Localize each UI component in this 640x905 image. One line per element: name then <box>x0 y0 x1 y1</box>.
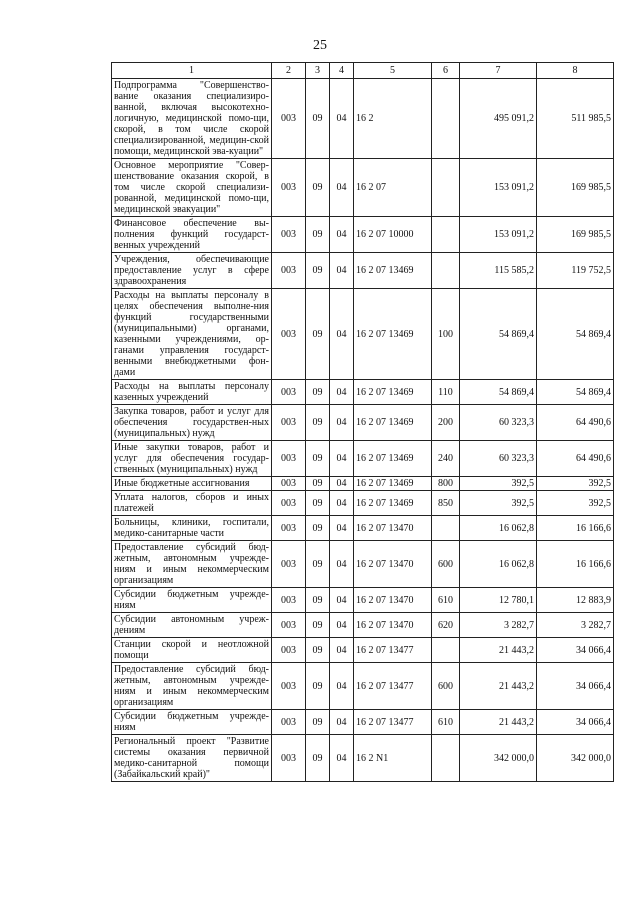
section-code-cell: 09 <box>306 491 330 516</box>
target-article-cell: 16 2 07 13470 <box>354 516 432 541</box>
item-name-cell: Расходы на выплаты персоналу казенных учреждений <box>112 380 272 405</box>
ministry-code-cell: 003 <box>272 289 306 380</box>
target-article-cell: 16 2 07 13477 <box>354 710 432 735</box>
subsection-code-cell: 04 <box>330 380 354 405</box>
amount-year1-cell: 392,5 <box>460 477 537 491</box>
target-article-cell: 16 2 07 13470 <box>354 613 432 638</box>
column-header: 1 <box>112 63 272 79</box>
expense-type-cell <box>432 638 460 663</box>
subsection-code-cell: 04 <box>330 491 354 516</box>
item-name-cell: Субсидии бюджетным учрежде-ниям <box>112 588 272 613</box>
expense-type-cell: 100 <box>432 289 460 380</box>
expense-type-cell <box>432 79 460 159</box>
expense-type-cell: 620 <box>432 613 460 638</box>
amount-year2-cell: 3 282,7 <box>537 613 614 638</box>
ministry-code-cell: 003 <box>272 663 306 710</box>
column-header: 3 <box>306 63 330 79</box>
item-name-cell: Иные закупки товаров, работ и услуг для обеспечения государ-ственных (муниципальных) нужд <box>112 441 272 477</box>
column-header: 8 <box>537 63 614 79</box>
item-name-cell: Станции скорой и неотложной помощи <box>112 638 272 663</box>
table-row <box>112 441 614 477</box>
amount-year2-cell: 34 066,4 <box>537 710 614 735</box>
amount-year1-cell: 12 780,1 <box>460 588 537 613</box>
subsection-code-cell: 04 <box>330 79 354 159</box>
ministry-code-cell: 003 <box>272 159 306 217</box>
target-article-cell: 16 2 N1 <box>354 735 432 782</box>
amount-year2-cell: 392,5 <box>537 491 614 516</box>
target-article-cell: 16 2 <box>354 79 432 159</box>
item-name-cell: Иные бюджетные ассигнования <box>112 477 272 491</box>
section-code-cell: 09 <box>306 289 330 380</box>
amount-year2-cell: 16 166,6 <box>537 516 614 541</box>
ministry-code-cell: 003 <box>272 541 306 588</box>
table-row <box>112 541 614 588</box>
expense-type-cell <box>432 253 460 289</box>
target-article-cell: 16 2 07 <box>354 159 432 217</box>
ministry-code-cell: 003 <box>272 380 306 405</box>
subsection-code-cell: 04 <box>330 613 354 638</box>
table-row <box>112 735 614 782</box>
section-code-cell: 09 <box>306 710 330 735</box>
subsection-code-cell: 04 <box>330 253 354 289</box>
amount-year1-cell: 342 000,0 <box>460 735 537 782</box>
subsection-code-cell: 04 <box>330 217 354 253</box>
amount-year2-cell: 392,5 <box>537 477 614 491</box>
table-row <box>112 638 614 663</box>
amount-year1-cell: 21 443,2 <box>460 638 537 663</box>
section-code-cell: 09 <box>306 638 330 663</box>
ministry-code-cell: 003 <box>272 217 306 253</box>
item-name-cell: Закупка товаров, работ и услуг для обеспечения государствен-ных (муниципальных) нужд <box>112 405 272 441</box>
section-code-cell: 09 <box>306 380 330 405</box>
table-row <box>112 405 614 441</box>
item-name-cell: Предоставление субсидий бюд-жетным, автономным учрежде-ниям и иным некоммерческим организациям <box>112 663 272 710</box>
ministry-code-cell: 003 <box>272 79 306 159</box>
table-row <box>112 613 614 638</box>
table-row <box>112 253 614 289</box>
item-name-cell: Предоставление субсидий бюд-жетным, автономным учрежде-ниям и иным некоммерческим организациям <box>112 541 272 588</box>
subsection-code-cell: 04 <box>330 159 354 217</box>
table-row <box>112 217 614 253</box>
section-code-cell: 09 <box>306 663 330 710</box>
expense-type-cell <box>432 159 460 217</box>
ministry-code-cell: 003 <box>272 253 306 289</box>
subsection-code-cell: 04 <box>330 663 354 710</box>
expense-type-cell: 610 <box>432 710 460 735</box>
target-article-cell: 16 2 07 13469 <box>354 289 432 380</box>
subsection-code-cell: 04 <box>330 289 354 380</box>
amount-year1-cell: 115 585,2 <box>460 253 537 289</box>
column-header: 7 <box>460 63 537 79</box>
amount-year1-cell: 60 323,3 <box>460 441 537 477</box>
ministry-code-cell: 003 <box>272 710 306 735</box>
item-name-cell: Расходы на выплаты персоналу в целях обеспечения выполне-ния функций государственными (муниципальными) органами, казенными учреждениями, ор-ганами управления государст-венными внебюджетными фон-дами <box>112 289 272 380</box>
subsection-code-cell: 04 <box>330 735 354 782</box>
amount-year1-cell: 153 091,2 <box>460 217 537 253</box>
item-name-cell: Субсидии бюджетным учрежде-ниям <box>112 710 272 735</box>
amount-year1-cell: 16 062,8 <box>460 516 537 541</box>
expense-type-cell <box>432 735 460 782</box>
item-name-cell: Уплата налогов, сборов и иных платежей <box>112 491 272 516</box>
ministry-code-cell: 003 <box>272 638 306 663</box>
item-name-cell: Основное мероприятие "Совер-шенствование оказания скорой, в том числе скорой специализи-рованной, медицинской помо-щи, медицинской эвакуации" <box>112 159 272 217</box>
target-article-cell: 16 2 07 13469 <box>354 477 432 491</box>
amount-year1-cell: 16 062,8 <box>460 541 537 588</box>
table-row <box>112 491 614 516</box>
expense-type-cell: 240 <box>432 441 460 477</box>
subsection-code-cell: 04 <box>330 477 354 491</box>
amount-year1-cell: 392,5 <box>460 491 537 516</box>
table-row <box>112 289 614 380</box>
item-name-cell: Финансовое обеспечение вы-полнения функций государст-венных учреждений <box>112 217 272 253</box>
table-row <box>112 588 614 613</box>
amount-year1-cell: 54 869,4 <box>460 380 537 405</box>
ministry-code-cell: 003 <box>272 588 306 613</box>
item-name-cell: Региональный проект "Развитие системы оказания первичной медико-санитарной помощи (Забайкальский край)" <box>112 735 272 782</box>
column-header: 4 <box>330 63 354 79</box>
subsection-code-cell: 04 <box>330 516 354 541</box>
target-article-cell: 16 2 07 10000 <box>354 217 432 253</box>
expense-type-cell <box>432 516 460 541</box>
amount-year2-cell: 119 752,5 <box>537 253 614 289</box>
amount-year2-cell: 34 066,4 <box>537 638 614 663</box>
section-code-cell: 09 <box>306 79 330 159</box>
expense-type-cell: 850 <box>432 491 460 516</box>
table-row <box>112 380 614 405</box>
amount-year2-cell: 169 985,5 <box>537 159 614 217</box>
section-code-cell: 09 <box>306 477 330 491</box>
subsection-code-cell: 04 <box>330 541 354 588</box>
ministry-code-cell: 003 <box>272 516 306 541</box>
expense-type-cell: 800 <box>432 477 460 491</box>
expense-type-cell: 610 <box>432 588 460 613</box>
ministry-code-cell: 003 <box>272 477 306 491</box>
amount-year1-cell: 54 869,4 <box>460 289 537 380</box>
target-article-cell: 16 2 07 13469 <box>354 380 432 405</box>
target-article-cell: 16 2 07 13469 <box>354 441 432 477</box>
item-name-cell: Учреждения, обеспечивающие предоставление услуг в сфере здравоохранения <box>112 253 272 289</box>
target-article-cell: 16 2 07 13470 <box>354 588 432 613</box>
table-row <box>112 79 614 159</box>
table-row <box>112 710 614 735</box>
amount-year2-cell: 16 166,6 <box>537 541 614 588</box>
amount-year1-cell: 495 091,2 <box>460 79 537 159</box>
section-code-cell: 09 <box>306 588 330 613</box>
amount-year2-cell: 54 869,4 <box>537 289 614 380</box>
table-row <box>112 663 614 710</box>
subsection-code-cell: 04 <box>330 710 354 735</box>
column-header: 6 <box>432 63 460 79</box>
section-code-cell: 09 <box>306 516 330 541</box>
section-code-cell: 09 <box>306 405 330 441</box>
target-article-cell: 16 2 07 13469 <box>354 253 432 289</box>
table-body <box>112 79 614 782</box>
amount-year2-cell: 169 985,5 <box>537 217 614 253</box>
item-name-cell: Субсидии автономным учреж-дениям <box>112 613 272 638</box>
target-article-cell: 16 2 07 13470 <box>354 541 432 588</box>
amount-year2-cell: 64 490,6 <box>537 441 614 477</box>
ministry-code-cell: 003 <box>272 613 306 638</box>
amount-year1-cell: 21 443,2 <box>460 710 537 735</box>
subsection-code-cell: 04 <box>330 588 354 613</box>
budget-table <box>111 62 614 782</box>
amount-year2-cell: 34 066,4 <box>537 663 614 710</box>
expense-type-cell: 200 <box>432 405 460 441</box>
expense-type-cell: 600 <box>432 541 460 588</box>
amount-year2-cell: 64 490,6 <box>537 405 614 441</box>
table-row <box>112 159 614 217</box>
item-name-cell: Больницы, клиники, госпитали, медико-санитарные части <box>112 516 272 541</box>
ministry-code-cell: 003 <box>272 491 306 516</box>
section-code-cell: 09 <box>306 159 330 217</box>
amount-year2-cell: 511 985,5 <box>537 79 614 159</box>
subsection-code-cell: 04 <box>330 441 354 477</box>
expense-type-cell: 600 <box>432 663 460 710</box>
table-row <box>112 477 614 491</box>
page-number: 25 <box>313 38 327 53</box>
column-header: 2 <box>272 63 306 79</box>
subsection-code-cell: 04 <box>330 638 354 663</box>
ministry-code-cell: 003 <box>272 405 306 441</box>
section-code-cell: 09 <box>306 735 330 782</box>
target-article-cell: 16 2 07 13469 <box>354 491 432 516</box>
ministry-code-cell: 003 <box>272 441 306 477</box>
section-code-cell: 09 <box>306 541 330 588</box>
target-article-cell: 16 2 07 13477 <box>354 663 432 710</box>
ministry-code-cell: 003 <box>272 735 306 782</box>
amount-year2-cell: 342 000,0 <box>537 735 614 782</box>
column-header: 5 <box>354 63 432 79</box>
section-code-cell: 09 <box>306 441 330 477</box>
target-article-cell: 16 2 07 13477 <box>354 638 432 663</box>
amount-year1-cell: 3 282,7 <box>460 613 537 638</box>
amount-year2-cell: 12 883,9 <box>537 588 614 613</box>
amount-year2-cell: 54 869,4 <box>537 380 614 405</box>
target-article-cell: 16 2 07 13469 <box>354 405 432 441</box>
amount-year1-cell: 60 323,3 <box>460 405 537 441</box>
section-code-cell: 09 <box>306 253 330 289</box>
amount-year1-cell: 153 091,2 <box>460 159 537 217</box>
amount-year1-cell: 21 443,2 <box>460 663 537 710</box>
section-code-cell: 09 <box>306 217 330 253</box>
table-row <box>112 516 614 541</box>
expense-type-cell: 110 <box>432 380 460 405</box>
table-header-row <box>112 63 614 79</box>
subsection-code-cell: 04 <box>330 405 354 441</box>
section-code-cell: 09 <box>306 613 330 638</box>
item-name-cell: Подпрограмма "Совершенство-вание оказания специализиро-ванной, включая высокотехно-логичную, медицинской помо-щи, скорой, в том числе скорой специализированной, медицин-ской помощи, медицинской эва-куации" <box>112 79 272 159</box>
expense-type-cell <box>432 217 460 253</box>
